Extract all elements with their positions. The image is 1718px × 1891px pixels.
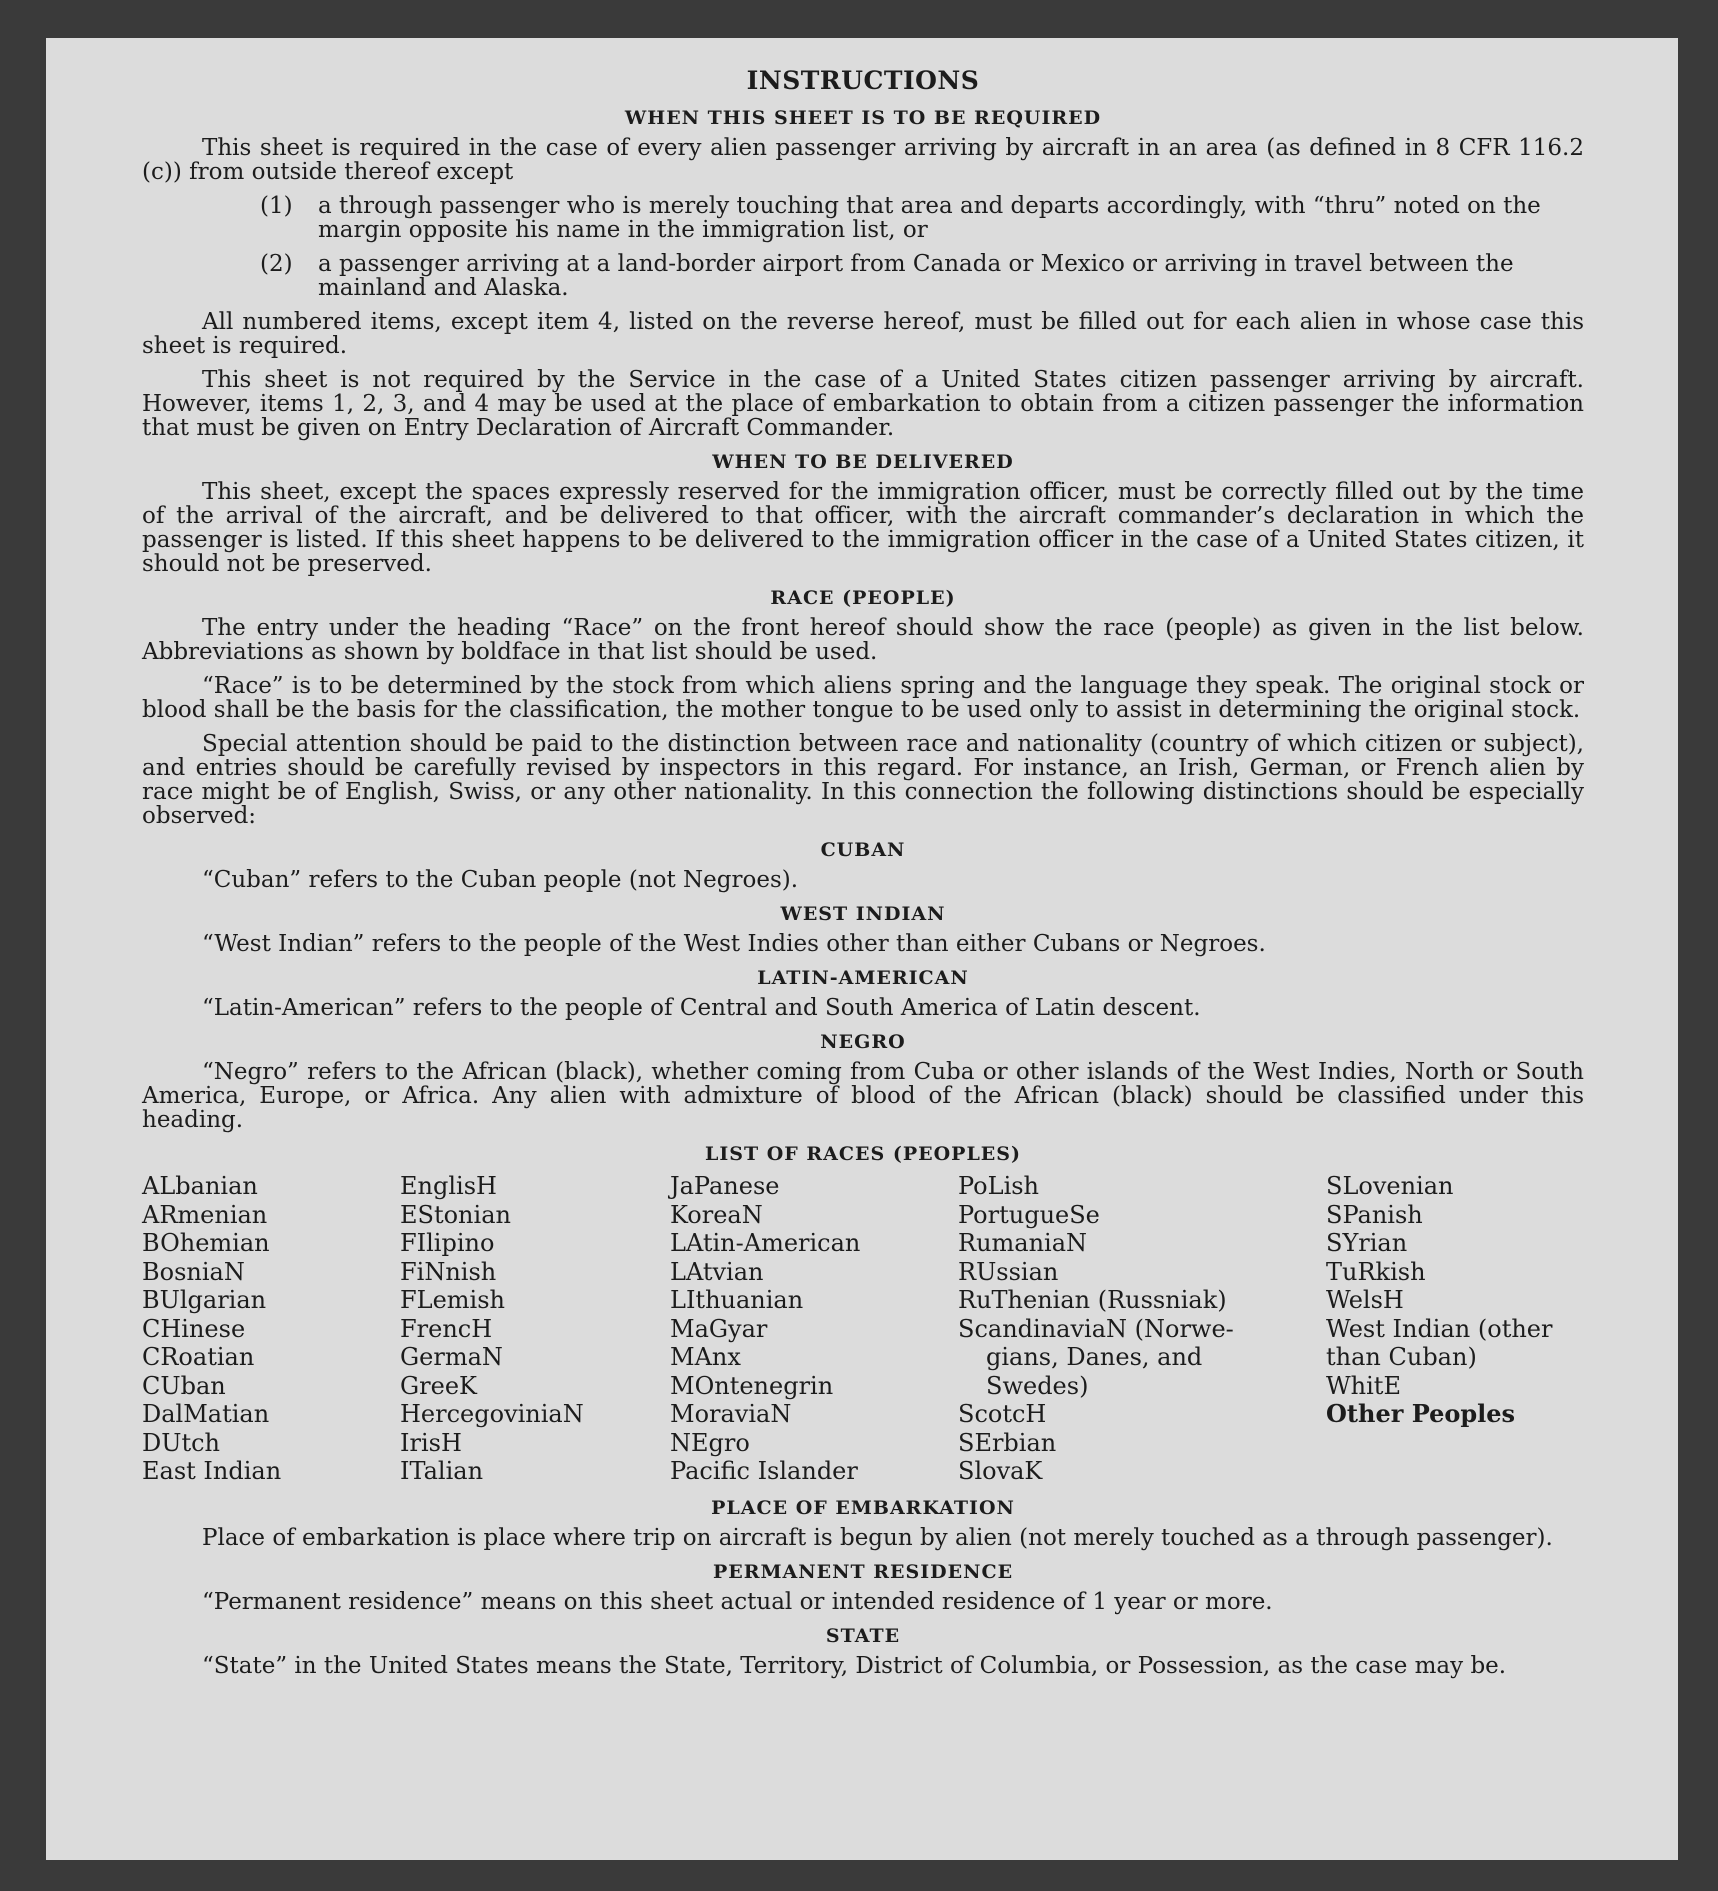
paragraph-required-intro: This sheet is required in the case of every alien passenger arriving by aircraft in an area (as defined in 8 CFR 116.2 (c)) from outside thereof except bbox=[142, 135, 1584, 185]
race-list-item: LIthuanian bbox=[670, 1286, 804, 1314]
races-column-3 bbox=[670, 1172, 958, 1486]
paragraph-embarkation: Place of embarkation is place where trip on aircraft is begun by alien (not merely touched as a through passenger). bbox=[202, 1524, 1553, 1551]
race-list-item: gians, Danes, and bbox=[986, 1343, 1203, 1371]
exception-item-1 bbox=[260, 193, 1584, 243]
exception-item-2 bbox=[260, 251, 1584, 301]
paragraph-race-nationality: Special attention should be paid to the distinction between race and nationality (country of which citizen or subject), and entries should be carefully revised by inspectors in this regard. For instance, an Irish, German, or French alien by race might be of English, Swiss, or any other nationality. In this connection the following distinctions should be especially observed: bbox=[142, 731, 1584, 829]
races-column-1 bbox=[142, 1172, 400, 1486]
race-list-item: JaPanese bbox=[670, 1172, 780, 1200]
race-list-item: East Indian bbox=[142, 1457, 282, 1485]
race-list-item: MOntenegrin bbox=[670, 1371, 834, 1400]
race-list-item: DalMatian bbox=[142, 1400, 270, 1428]
paragraph-residence: “Permanent residence” means on this sheet actual or intended residence of 1 year or more. bbox=[202, 1588, 1273, 1615]
race-list-item: ScandinaviaN (Norwe- bbox=[958, 1314, 1234, 1343]
race-list-item: RUssian bbox=[958, 1257, 1059, 1286]
race-list-item: FIlipino bbox=[400, 1229, 495, 1257]
section-heading-required: WHEN THIS SHEET IS TO BE REQUIRED bbox=[624, 107, 1102, 129]
race-list-item: SErbian bbox=[958, 1428, 1057, 1457]
race-list-item: DUtch bbox=[142, 1428, 221, 1457]
race-list-item: CHinese bbox=[142, 1314, 246, 1343]
section-heading-west-indian: WEST INDIAN bbox=[780, 903, 946, 925]
race-list-item: Swedes) bbox=[986, 1371, 1089, 1400]
paragraph-latin-american: “Latin-American” refers to the people of Central and South America of Latin descent. bbox=[202, 995, 1201, 1021]
exception-text: a through passenger who is merely touching that area and departs accordingly, with “thru” noted on the margin opposite his name in the immigration list, or bbox=[318, 193, 1541, 243]
paragraph-negro: “Negro” refers to the African (black), whether coming from Cuba or other islands of the West Indies, North or South America, Europe, or Africa. Any alien with admixture of blood of the African (black) should be classified under this heading. bbox=[142, 1059, 1584, 1133]
race-list-item: WhitE bbox=[1326, 1371, 1401, 1400]
paragraph-numbered-items: All numbered items, except item 4, listed on the reverse hereof, must be filled out for each alien in whose case this sheet is required. bbox=[142, 309, 1584, 359]
section-heading-embarkation: PLACE OF EMBARKATION bbox=[711, 1496, 1015, 1519]
races-list bbox=[142, 1172, 1584, 1486]
race-list-item: Pacific Islander bbox=[670, 1457, 858, 1485]
race-list-item: SPanish bbox=[1326, 1200, 1423, 1229]
race-list-item: NEgro bbox=[670, 1428, 750, 1457]
races-column-5 bbox=[1326, 1172, 1584, 1486]
race-list-item: FrencH bbox=[400, 1314, 493, 1343]
races-column-4 bbox=[958, 1172, 1326, 1486]
race-list-item: MaGyar bbox=[670, 1314, 768, 1343]
race-list-item: SlovaK bbox=[958, 1457, 1043, 1485]
paragraph-citizen: This sheet is not required by the Service in the case of a United States citizen passenger arriving by aircraft. However, items 1, 2, 3, and 4 may be used at the place of embarkation to obtain from a citizen passenger the information that must be given on Entry Declaration of Aircraft Commander. bbox=[142, 367, 1584, 441]
race-list-item: CUban bbox=[142, 1371, 226, 1400]
race-list-item: IrisH bbox=[400, 1428, 462, 1457]
page-title: INSTRUCTIONS bbox=[746, 66, 980, 95]
section-heading-delivered: WHEN TO BE DELIVERED bbox=[712, 451, 1014, 473]
race-list-item: BOhemian bbox=[142, 1229, 270, 1257]
race-list-item: PortugueSe bbox=[958, 1200, 1100, 1229]
race-list-item: ScotcH bbox=[958, 1400, 1047, 1428]
race-list-item: LAtin-American bbox=[670, 1229, 861, 1257]
section-heading-race: RACE (PEOPLE) bbox=[770, 587, 956, 609]
races-column-2 bbox=[400, 1172, 670, 1486]
exception-text: a passenger arriving at a land-border airport from Canada or Mexico or arriving in travel between the mainland and Alaska. bbox=[318, 251, 1514, 301]
race-list-item: FiNnish bbox=[400, 1257, 497, 1286]
race-list-item: EnglisH bbox=[400, 1172, 497, 1200]
section-heading-residence: PERMANENT RESIDENCE bbox=[712, 1560, 1014, 1583]
section-heading-latin-american: LATIN-AMERICAN bbox=[757, 967, 969, 989]
section-heading-state: STATE bbox=[825, 1624, 901, 1647]
race-list-item: GermaN bbox=[400, 1343, 503, 1371]
race-list-item: LAtvian bbox=[670, 1257, 764, 1286]
race-list-item: WelsH bbox=[1326, 1286, 1404, 1314]
race-list-item: TuRkish bbox=[1326, 1257, 1426, 1286]
race-list-item: SYrian bbox=[1326, 1229, 1408, 1257]
race-list-item: MoraviaN bbox=[670, 1400, 792, 1428]
instructions-content bbox=[142, 66, 1584, 1688]
race-list-item: PoLish bbox=[958, 1172, 1040, 1200]
paragraph-cuban: “Cuban” refers to the Cuban people (not Negroes). bbox=[202, 867, 799, 893]
exception-number: (2) bbox=[260, 251, 293, 277]
race-list-item: RuThenian (Russniak) bbox=[958, 1286, 1227, 1314]
document-page bbox=[46, 38, 1678, 1860]
race-list-item: than Cuban) bbox=[1326, 1343, 1477, 1371]
section-heading-races-list: LIST OF RACES (PEOPLES) bbox=[705, 1143, 1021, 1165]
race-list-item: RumaniaN bbox=[958, 1229, 1088, 1257]
race-list-item: BosniaN bbox=[142, 1257, 245, 1286]
race-list-item: ALbanian bbox=[142, 1172, 258, 1200]
paragraph-race-entry: The entry under the heading “Race” on the front hereof should show the race (people) as given in the list below. Abbreviations as shown by boldface in that list should be used. bbox=[142, 615, 1584, 665]
exception-number: (1) bbox=[260, 193, 293, 219]
race-list-item: SLovenian bbox=[1326, 1172, 1454, 1200]
paragraph-state: “State” in the United States means the State, Territory, District of Columbia, or Possession, as the case may be. bbox=[202, 1652, 1507, 1679]
race-list-item: Other Peoples bbox=[1326, 1399, 1516, 1428]
section-heading-negro: NEGRO bbox=[820, 1031, 906, 1053]
race-list-item: EStonian bbox=[400, 1200, 511, 1229]
race-list-item: BUlgarian bbox=[142, 1286, 267, 1314]
race-list-item: GreeK bbox=[400, 1371, 477, 1400]
paragraph-delivered: This sheet, except the spaces expressly reserved for the immigration officer, must be correctly filled out by the time of the arrival of the aircraft, and be delivered to that officer, with the aircraft commander’s declaration in which the passenger is listed. If this sheet happens to be delivered to the immigration officer in the case of a United States citizen, it should not be preserved. bbox=[142, 479, 1584, 577]
paragraph-race-determined: “Race” is to be determined by the stock from which aliens spring and the language they speak. The original stock or blood shall be the basis for the classification, the mother tongue to be used only to assist in determining the original stock. bbox=[142, 673, 1584, 723]
race-list-item: CRoatian bbox=[142, 1343, 255, 1371]
paragraph-west-indian: “West Indian” refers to the people of the West Indies other than either Cubans or Negroes. bbox=[202, 931, 1266, 957]
race-list-item: HercegoviniaN bbox=[400, 1400, 584, 1428]
race-list-item: FLemish bbox=[400, 1286, 505, 1314]
race-list-item: ITalian bbox=[400, 1457, 484, 1485]
race-list-item: MAnx bbox=[670, 1343, 741, 1371]
section-heading-cuban: CUBAN bbox=[820, 839, 906, 861]
race-list-item: KoreaN bbox=[670, 1200, 763, 1229]
race-list-item: ARmenian bbox=[142, 1200, 268, 1229]
race-list-item: West Indian (other bbox=[1326, 1314, 1553, 1343]
